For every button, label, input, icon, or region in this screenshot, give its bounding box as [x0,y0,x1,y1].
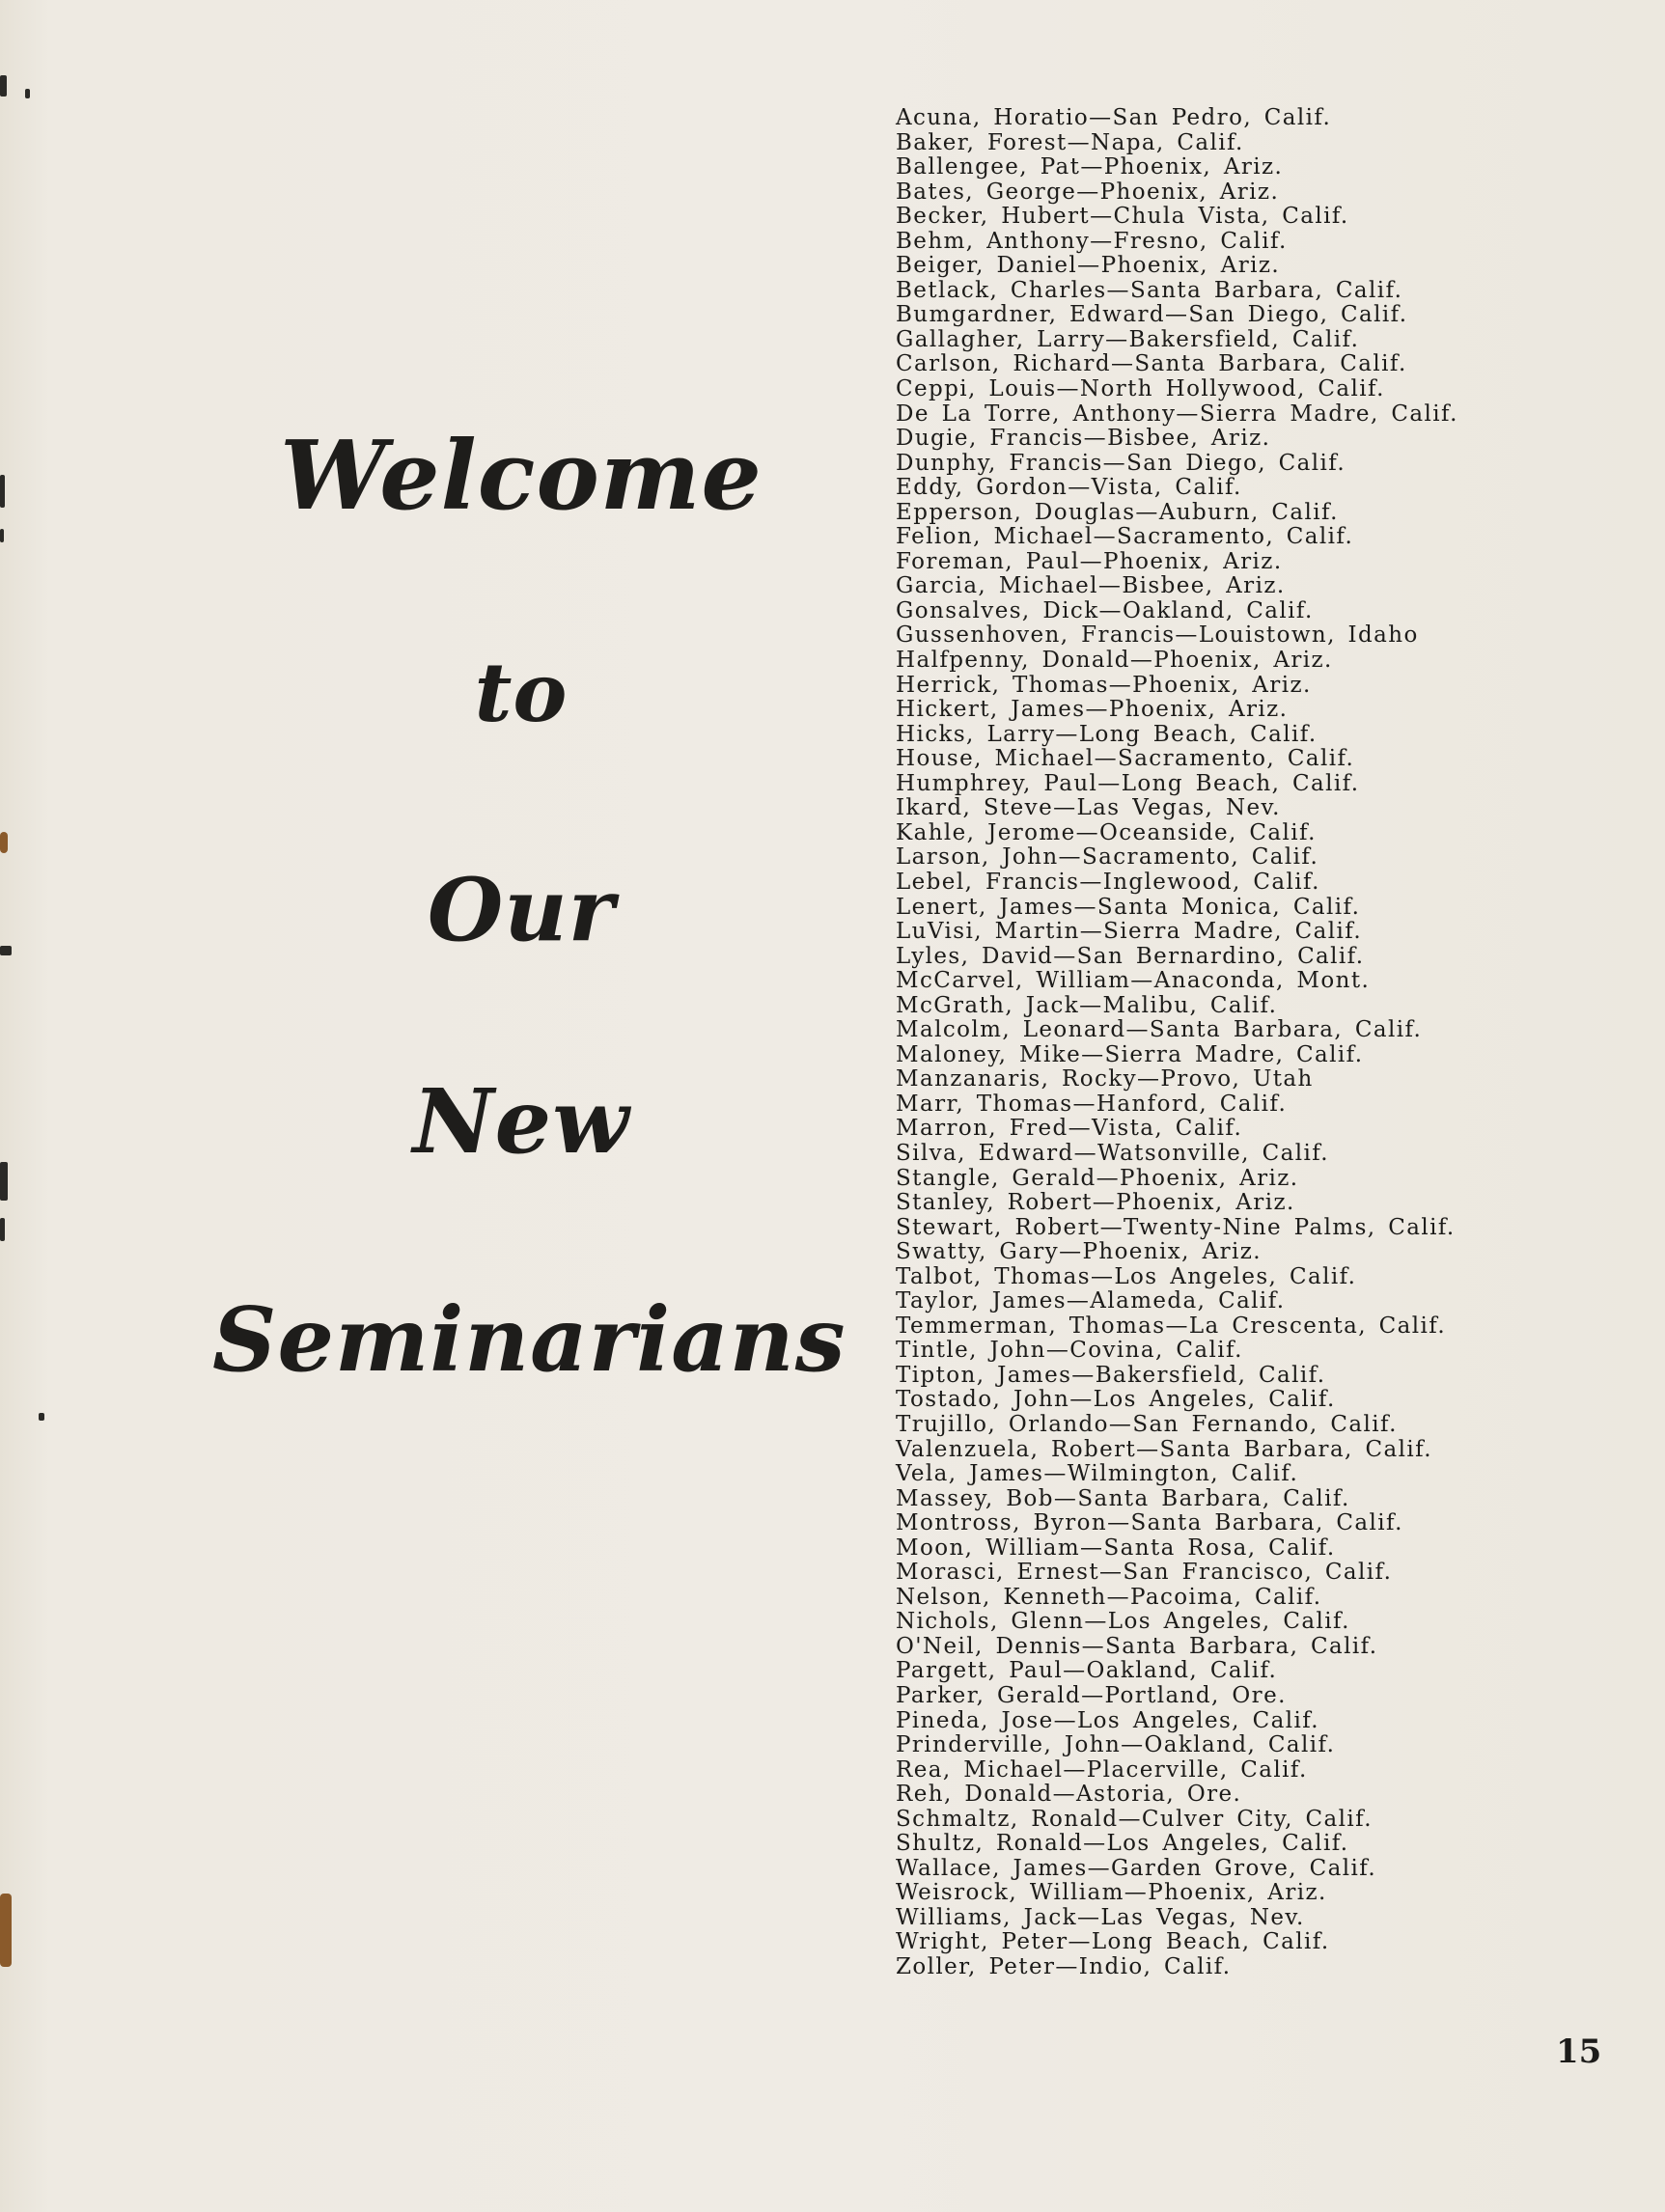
seminarian-entry: Ballengee, Pat—Phoenix, Ariz. [896,154,1284,180]
seminarian-entry: Rea, Michael—Placerville, Calif. [896,1756,1308,1783]
seminarian-entry: Baker, Forest—Napa, Calif. [896,129,1244,155]
seminarian-entry: Wallace, James—Garden Grove, Calif. [896,1855,1377,1881]
seminarian-entry: Morasci, Ernest—San Francisco, Calif. [896,1560,1393,1586]
seminarian-entry: Stangle, Gerald—Phoenix, Ariz. [896,1165,1299,1191]
seminarian-entry: Schmaltz, Ronald—Culver City, Calif. [896,1806,1373,1832]
heading-to: to [474,645,569,740]
seminarian-entry: Hickert, James—Phoenix, Ariz. [896,697,1289,723]
seminarian-entry: Pineda, Jose—Los Angeles, Calif. [896,1707,1320,1733]
seminarian-entry: Epperson, Douglas—Auburn, Calif. [896,499,1339,525]
seminarian-entry: Talbot, Thomas—Los Angeles, Calif. [896,1263,1357,1289]
heading-new: New [412,1069,630,1174]
seminarian-entry: Massey, Bob—Santa Barbara, Calif. [896,1485,1350,1511]
seminarian-entry: Reh, Donald—Astoria, Ore. [896,1782,1242,1808]
heading-our: Our [427,859,616,961]
seminarian-entry: Acuna, Horatio—San Pedro, Calif. [896,105,1332,130]
seminarian-entry: Nelson, Kenneth—Pacoima, Calif. [896,1584,1322,1610]
seminarian-entry: Tipton, James—Bakersfield, Calif. [896,1362,1326,1388]
seminarian-entry: Silva, Edward—Watsonville, Calif. [896,1140,1330,1166]
seminarian-entry: McGrath, Jack—Malibu, Calif. [896,992,1278,1018]
seminarian-entry: Wright, Peter—Long Beach, Calif. [896,1929,1330,1955]
seminarian-entry: Betlack, Charles—Santa Barbara, Calif. [896,277,1403,303]
seminarian-entry: Zoller, Peter—Indio, Calif. [896,1954,1232,1980]
seminarian-entry: Carlson, Richard—Santa Barbara, Calif. [896,351,1407,377]
seminarian-entry: Williams, Jack—Las Vegas, Nev. [896,1904,1305,1930]
seminarian-entry: Marron, Fred—Vista, Calif. [896,1116,1243,1142]
seminarian-entry: Maloney, Mike—Sierra Madre, Calif. [896,1041,1364,1067]
seminarian-entry: Moon, William—Santa Rosa, Calif. [896,1535,1336,1561]
seminarian-entry: Lebel, Francis—Inglewood, Calif. [896,869,1320,895]
seminarian-entry: Halfpenny, Donald—Phoenix, Ariz. [896,648,1333,674]
seminarian-entry: Gallagher, Larry—Bakersfield, Calif. [896,326,1360,352]
binding-edge-mark [0,946,12,955]
seminarian-entry: Lenert, James—Santa Monica, Calif. [896,894,1361,920]
seminarian-entry: Dugie, Francis—Bisbee, Ariz. [896,426,1271,452]
seminarian-entry: Temmerman, Thomas—La Crescenta, Calif. [896,1313,1447,1339]
seminarian-entry: Pargett, Paul—Oakland, Calif. [896,1658,1278,1684]
seminarian-entry: Taylor, James—Alameda, Calif. [896,1288,1286,1314]
binding-edge-mark [0,529,4,542]
heading-welcome: Welcome [280,421,763,532]
binding-edge-stain [0,1894,12,1967]
seminarian-entry: Tintle, John—Covina, Calif. [896,1338,1243,1364]
seminarian-entry: Ceppi, Louis—North Hollywood, Calif. [896,376,1385,402]
seminarian-entry: Kahle, Jerome—Oceanside, Calif. [896,819,1317,845]
seminarian-entry: O'Neil, Dennis—Santa Barbara, Calif. [896,1633,1378,1659]
seminarian-entry: Larson, John—Sacramento, Calif. [896,844,1319,871]
seminarian-entry: McCarvel, William—Anaconda, Mont. [896,968,1371,994]
seminarian-entry: Beiger, Daniel—Phoenix, Ariz. [896,253,1281,279]
seminarian-entry: Vela, James—Wilmington, Calif. [896,1461,1299,1487]
seminarian-list [896,106,1610,1980]
seminarian-entry: Parker, Gerald—Portland, Ore. [896,1683,1287,1708]
seminarian-entry: Manzanaris, Rocky—Provo, Utah [896,1066,1314,1092]
seminarian-entry: Valenzuela, Robert—Santa Barbara, Calif. [896,1436,1432,1462]
seminarian-entry: House, Michael—Sacramento, Calif. [896,746,1355,772]
binding-edge-mark [0,75,7,97]
seminarian-entry: Becker, Hubert—Chula Vista, Calif. [896,204,1349,230]
seminarian-entry: Trujillo, Orlando—San Fernando, Calif. [896,1411,1398,1437]
seminarian-entry: Weisrock, William—Phoenix, Ariz. [896,1880,1327,1906]
seminarian-entry: Felion, Michael—Sacramento, Calif. [896,524,1354,550]
binding-edge-mark [0,1162,8,1201]
seminarian-entry: Shultz, Ronald—Los Angeles, Calif. [896,1831,1349,1857]
seminarian-entry: Stewart, Robert—Twenty-Nine Palms, Calif. [896,1214,1456,1240]
seminarian-entry: De La Torre, Anthony—Sierra Madre, Calif. [896,401,1458,427]
seminarian-entry: Humphrey, Paul—Long Beach, Calif. [896,770,1360,796]
seminarian-entry: Nichols, Glenn—Los Angeles, Calif. [896,1609,1350,1635]
seminarian-entry: Prinderville, John—Oakland, Calif. [896,1732,1336,1758]
binding-edge-mark [25,89,30,98]
seminarian-entry: Behm, Anthony—Fresno, Calif. [896,228,1288,254]
seminarian-entry: Herrick, Thomas—Phoenix, Ariz. [896,672,1312,698]
seminarian-entry: Eddy, Gordon—Vista, Calif. [896,475,1242,501]
binding-edge-mark [0,475,5,508]
heading-seminarians: Seminarians [212,1287,846,1392]
page-number: 15 [1556,2032,1602,2071]
seminarian-entry: Bumgardner, Edward—San Diego, Calif. [896,302,1408,328]
seminarian-entry: Bates, George—Phoenix, Ariz. [896,179,1280,205]
seminarian-entry: Lyles, David—San Bernardino, Calif. [896,943,1365,969]
seminarian-entry: Gonsalves, Dick—Oakland, Calif. [896,597,1314,623]
seminarian-entry: LuVisi, Martin—Sierra Madre, Calif. [896,919,1363,945]
binding-edge-stain [0,832,8,853]
seminarian-entry: Garcia, Michael—Bisbee, Ariz. [896,573,1286,599]
seminarian-entry: Swatty, Gary—Phoenix, Ariz. [896,1239,1262,1265]
seminarian-entry: Marr, Thomas—Hanford, Calif. [896,1091,1288,1117]
seminarian-entry: Montross, Byron—Santa Barbara, Calif. [896,1510,1403,1536]
seminarian-entry: Gussenhoven, Francis—Louistown, Idaho [896,622,1419,649]
seminarian-entry: Dunphy, Francis—San Diego, Calif. [896,450,1346,476]
seminarian-entry: Stanley, Robert—Phoenix, Ariz. [896,1190,1295,1216]
seminarian-entry: Tostado, John—Los Angeles, Calif. [896,1387,1336,1413]
seminarian-entry: Foreman, Paul—Phoenix, Ariz. [896,548,1283,574]
seminarian-entry: Hicks, Larry—Long Beach, Calif. [896,721,1318,747]
seminarian-entry: Malcolm, Leonard—Santa Barbara, Calif. [896,1017,1423,1043]
seminarian-entry: Ikard, Steve—Las Vegas, Nev. [896,795,1281,821]
binding-edge-mark [0,1218,5,1241]
binding-edge-mark [39,1413,44,1421]
